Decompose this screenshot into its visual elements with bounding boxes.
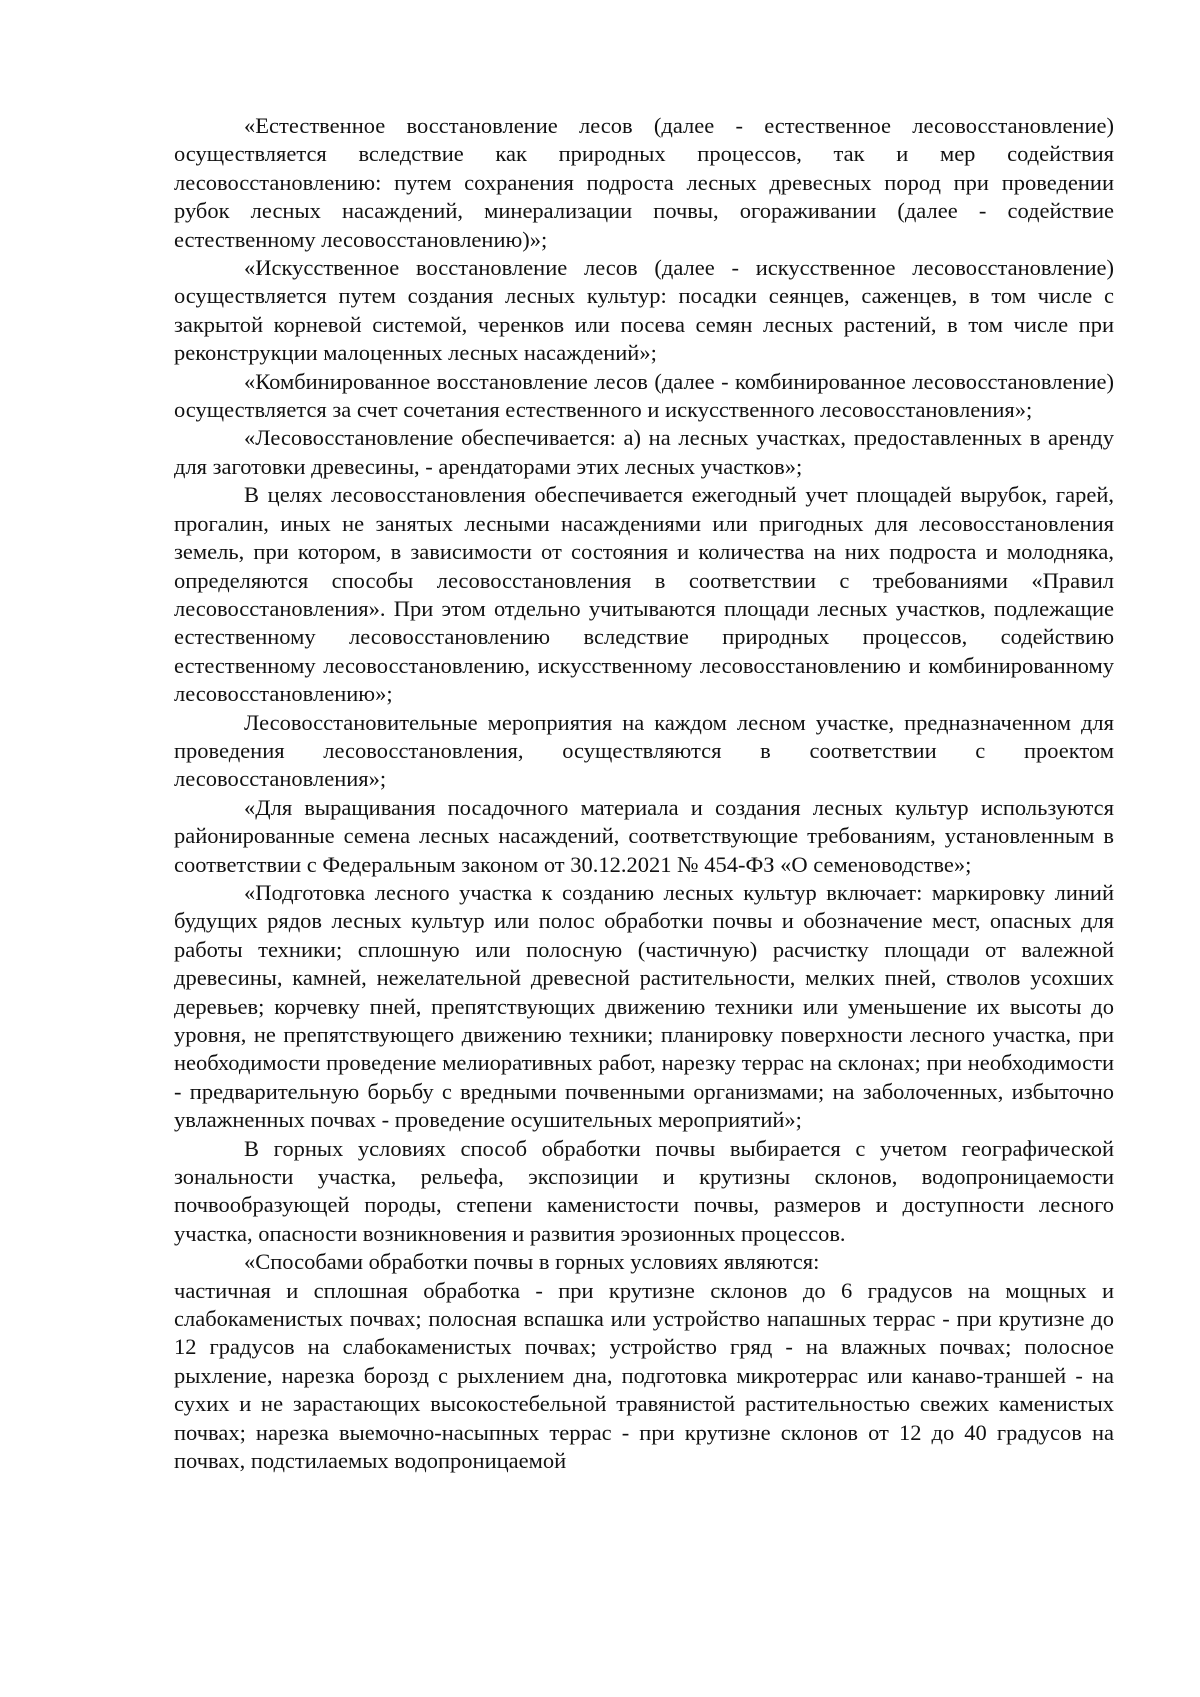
paragraph-combined-reforestation: «Комбинированное восстановление лесов (далее - комбинированное лесовосстановление) осуществляется за счет сочетания естественного и искусственного лесовосстановления»; bbox=[174, 368, 1114, 423]
paragraph-artificial-reforestation: «Искусственное восстановление лесов (далее - искусственное лесовосстановление) осуществляется путем создания лесных культур: посадки сеянцев, саженцев, в том числе с закрытой корневой системой, черенков или посева семян лесных растений, в том числе при реконструкции малоценных лесных насаждений»; bbox=[174, 255, 1114, 366]
paragraph-reforestation-measures: Лесовосстановительные мероприятия на каждом лесном участке, предназначенном для проведения лесовосстановления, осуществляются в соответствии с проектом лесовосстановления»; bbox=[174, 709, 1114, 792]
paragraph-reforestation-provision: «Лесовосстановление обеспечивается: а) на лесных участках, предоставленных в аренду для заготовки древесины, - арендаторами этих лесных участков»; bbox=[174, 425, 1114, 479]
paragraph-mountain-conditions: В горных условиях способ обработки почвы выбирается с учетом географической зональности участка, рельефа, экспозиции и крутизны склонов, водопроницаемости почвообразующей породы, степени каменистости почвы, размеров и доступности лесного участка, опасности возникновения и развития эрозионных процессов. bbox=[174, 1135, 1114, 1246]
paragraph-tillage-methods-list: частичная и сплошная обработка - при крутизне склонов до 6 градусов на мощных и слабокаменистых почвах; полосная вспашка или устройство напашных террас - при крутизне до 12 градусов на слабокаменистых почвах; устройство гряд - на влажных почвах; полосное рыхление, нарезка борозд с рыхлением дна, подготовка микротеррас или канаво-траншей - на сухих и не зарастающих высокостебельной травянистой растительностью свежих каменистых почвах; нарезка выемочно-насыпных террас - при крутизне склонов от 12 до 40 градусов на почвах, подстилаемых водопроницаемой bbox=[174, 1277, 1114, 1474]
paragraph-natural-reforestation: «Естественное восстановление лесов (далее - естественное лесовосстановление) осуществляется вследствие как природных процессов, так и мер содействия лесовосстановлению: путем сохранения подроста лесных древесных пород при проведении рубок лесных насаждений, минерализации почвы, огораживании (далее - содействие естественному лесовосстановлению)»; bbox=[174, 113, 1114, 252]
paragraph-tillage-methods-heading: «Способами обработки почвы в горных условиях являются: bbox=[244, 1249, 820, 1275]
document-body bbox=[174, 112, 1114, 1476]
paragraph-planting-material: «Для выращивания посадочного материала и создания лесных культур используются районированные семена лесных насаждений, соответствующие требованиям, установленным в соответствии с Федеральным законом от 30.12.2021 № 454-ФЗ «О семеноводстве»; bbox=[174, 794, 1114, 877]
paragraph-site-preparation: «Подготовка лесного участка к созданию лесных культур включает: маркировку линий будущих рядов лесных культур или полос обработки почвы и обозначение мест, опасных для работы техники; сплошную или полосную (частичную) расчистку площади от валежной древесины, камней, нежелательной древесной растительности, мелких пней, стволов усохших деревьев; корчевку пней, препятствующих движению техники или уменьшение их высоты до уровня, не препятствующего движению техники; планировку поверхности лесного участка, при необходимости проведение мелиоративных работ, нарезку террас на склонах; при необходимости - предварительную борьбу с вредными почвенными организмами; на заболоченных, избыточно увлажненных почвах - проведение осушительных мероприятий»; bbox=[174, 879, 1114, 1133]
paragraph-annual-accounting: В целях лесовосстановления обеспечивается ежегодный учет площадей вырубок, гарей, прогалин, иных не занятых лесными насаждениями или пригодных для лесовосстановления земель, при котором, в зависимости от состояния и количества на них подроста и молодняка, определяются способы лесовосстановления в соответствии с требованиями «Правил лесовосстановления». При этом отдельно учитываются площади лесных участков, подлежащие естественному лесовосстановлению вследствие природных процессов, содействию естественному лесовосстановлению, искусственному лесовосстановлению и комбинированному лесовосстановлению»; bbox=[174, 482, 1114, 707]
